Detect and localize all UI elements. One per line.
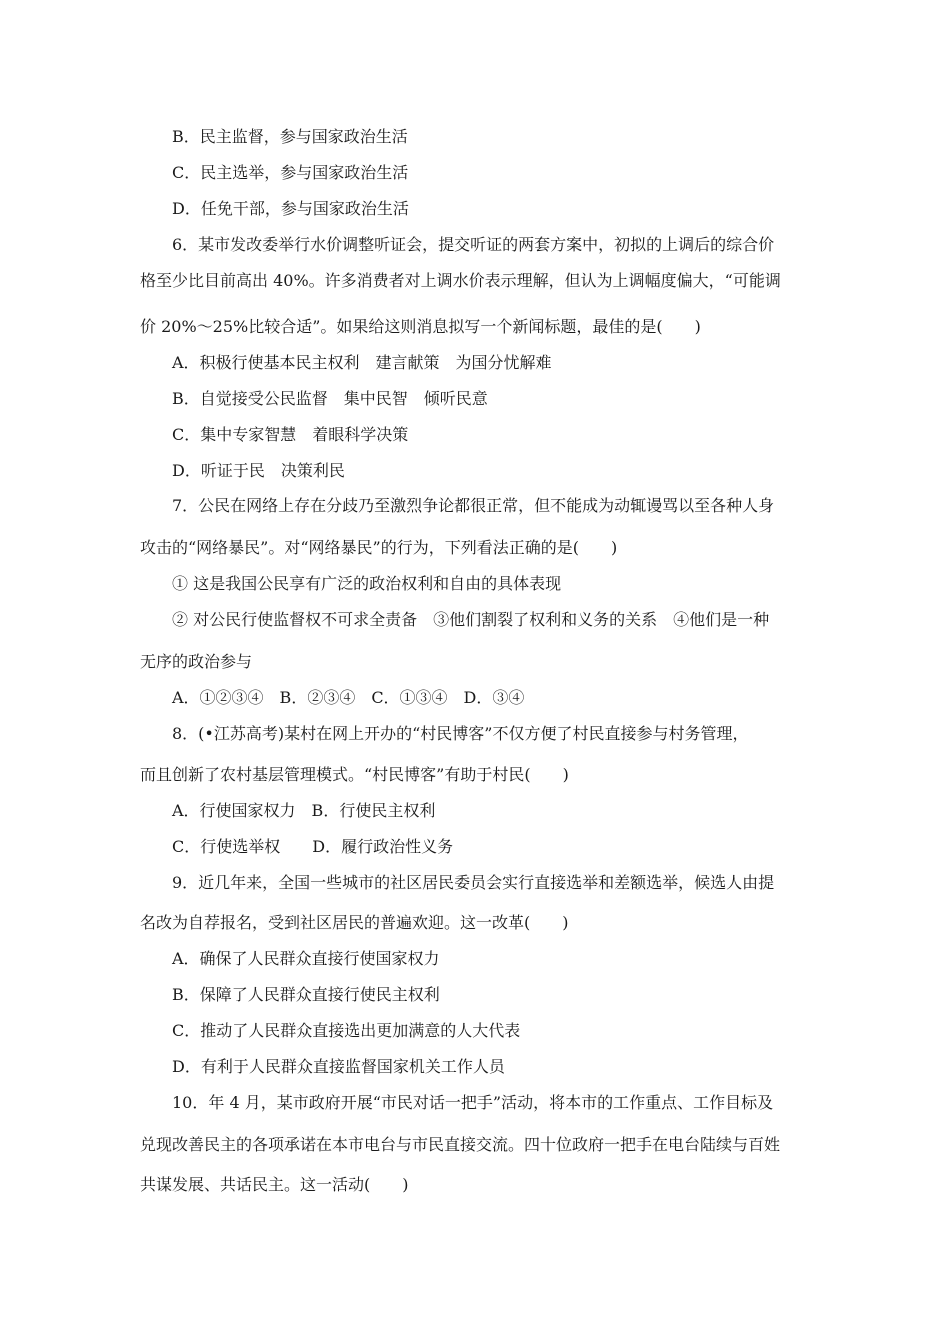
question-7-text-cont: 攻击的“网络暴民”。对“网络暴民”的行为，下列看法正确的是( ) xyxy=(140,538,618,557)
statement-2-3-4-q7: ② 对公民行使监督权不可求全责备 ③他们割裂了权利和义务的关系 ④他们是一种 xyxy=(172,610,770,629)
question-8-text: 8．(•江苏高考)某村在网上开办的“村民博客”不仅方便了村民直接参与村务管理， xyxy=(172,724,749,743)
question-9-text-cont: 名改为自荐报名，受到社区居民的普遍欢迎。这一改革( ) xyxy=(140,913,569,932)
option-b-q9: B．保障了人民群众直接行使民主权利 xyxy=(172,985,440,1004)
question-8-text-cont: 而且创新了农村基层管理模式。“村民博客”有助于村民( ) xyxy=(140,765,569,784)
option-c-q5: C．民主选举，参与国家政治生活 xyxy=(172,163,409,182)
option-a-q6: A．积极行使基本民主权利 建言献策 为国分忧解难 xyxy=(172,353,552,372)
question-6-text: 6．某市发改委举行水价调整听证会，提交听证的两套方案中，初拟的上调后的综合价 xyxy=(172,235,775,254)
options-ab-q8: A．行使国家权力 B．行使民主权利 xyxy=(172,801,436,820)
question-10-text-cont: 共谋发展、共话民主。这一活动( ) xyxy=(140,1175,409,1194)
statement-1-q7: ① 这是我国公民享有广泛的政治权利和自由的具体表现 xyxy=(172,574,562,593)
question-6-text-cont: 价 20%～25%比较合适”。如果给这则消息拟写一个新闻标题，最佳的是( ) xyxy=(140,317,701,336)
question-6-text-cont: 格至少比目前高出 40%。许多消费者对上调水价表示理解，但认为上调幅度偏大，“可能调 xyxy=(140,271,781,290)
option-b-q6: B．自觉接受公民监督 集中民智 倾听民意 xyxy=(172,389,488,408)
question-10-text-cont: 兑现改善民主的各项承诺在本市电台与市民直接交流。四十位政府一把手在电台陆续与百姓 xyxy=(140,1135,781,1154)
options-q7: A．①②③④ B．②③④ C．①③④ D．③④ xyxy=(172,688,525,707)
question-7-text: 7．公民在网络上存在分歧乃至激烈争论都很正常，但不能成为动辄谩骂以至各种人身 xyxy=(172,496,775,515)
statement-4-cont-q7: 无序的政治参与 xyxy=(140,652,253,671)
question-10-text: 10．年 4 月，某市政府开展“市民对话一把手”活动，将本市的工作重点、工作目标及 xyxy=(172,1093,774,1112)
option-d-q9: D．有利于人民群众直接监督国家机关工作人员 xyxy=(172,1057,505,1076)
options-cd-q8: C．行使选举权 D．履行政治性义务 xyxy=(172,837,454,856)
option-b-q5: B．民主监督，参与国家政治生活 xyxy=(172,127,408,146)
option-a-q9: A．确保了人民群众直接行使国家权力 xyxy=(172,949,440,968)
option-d-q6: D．听证于民 决策利民 xyxy=(172,461,345,480)
option-d-q5: D．任免干部，参与国家政治生活 xyxy=(172,199,409,218)
question-9-text: 9．近几年来，全国一些城市的社区居民委员会实行直接选举和差额选举，候选人由提 xyxy=(172,873,775,892)
option-c-q9: C．推动了人民群众直接选出更加满意的人大代表 xyxy=(172,1021,521,1040)
option-c-q6: C．集中专家智慧 着眼科学决策 xyxy=(172,425,409,444)
